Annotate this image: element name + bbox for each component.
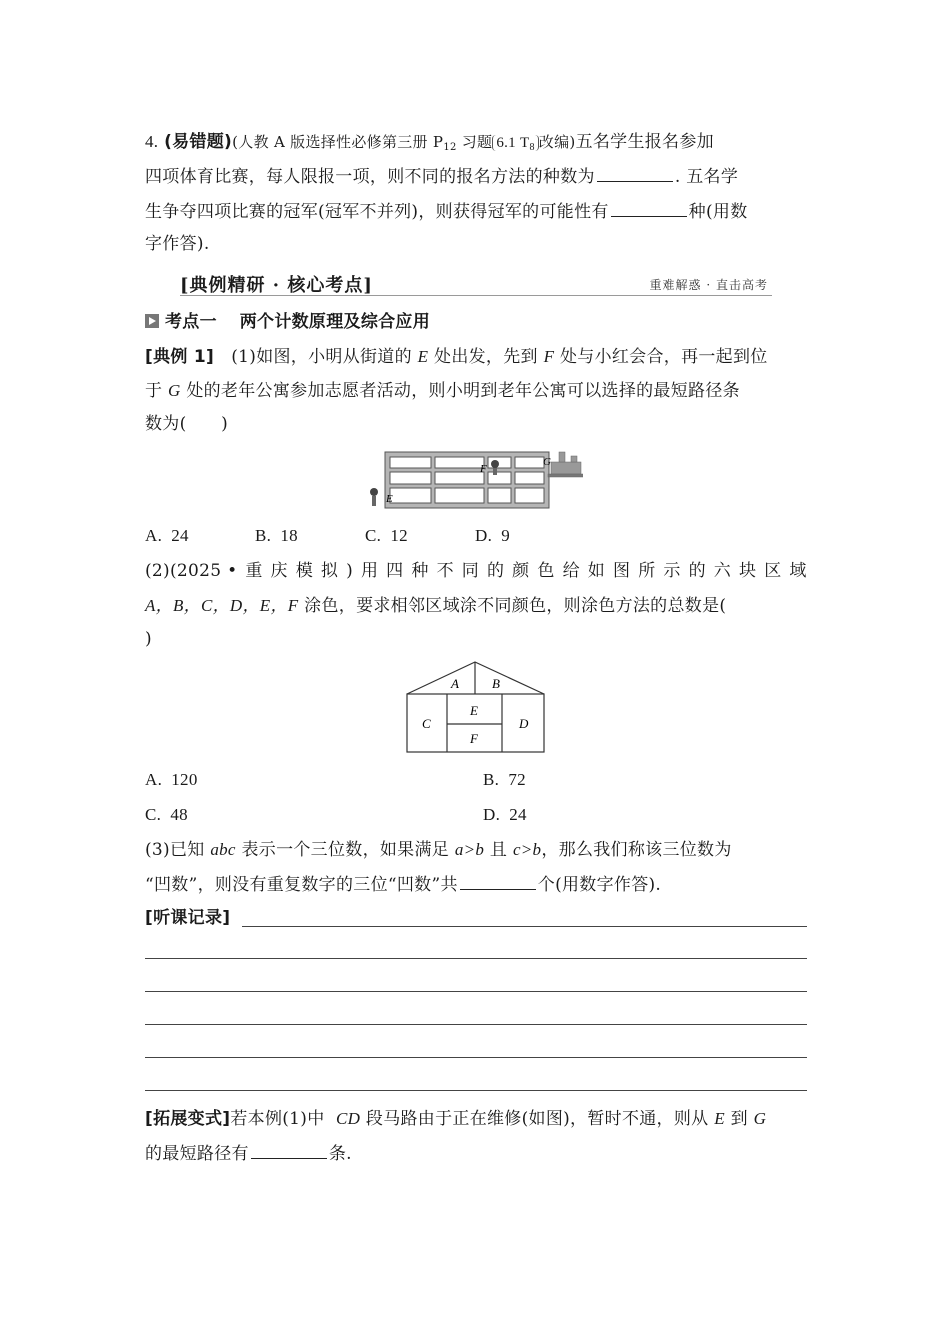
part2-line3: ) xyxy=(145,629,152,649)
example-tag: [典例 1] xyxy=(145,347,215,367)
notes-rule[interactable] xyxy=(242,926,807,927)
part3-line1: (3)已知 abc 表示一个三位数，如果满足 a>b 且 c>b，那么我们称该三位数为 xyxy=(145,840,732,860)
street-map-figure xyxy=(363,444,583,512)
topic-heading: 考点一 两个计数原理及综合应用 xyxy=(145,312,807,332)
answer-blank[interactable] xyxy=(597,166,673,182)
svg-text:F: F xyxy=(480,463,487,475)
option-d[interactable]: D. 9 xyxy=(475,526,511,545)
notes-rule[interactable] xyxy=(145,958,807,959)
option-c[interactable]: C. 12 xyxy=(365,526,408,545)
answer-blank[interactable] xyxy=(460,874,536,890)
svg-text:G: G xyxy=(543,456,551,468)
notes-rule[interactable] xyxy=(145,1090,807,1091)
svg-text:E: E xyxy=(470,703,478,718)
svg-text:A: A xyxy=(451,676,459,691)
example1-line1: [典例 1] (1)如图，小明从街道的 E 处出发，先到 F 处与小红会合，再一起到位 xyxy=(145,347,768,367)
section-header xyxy=(180,271,772,296)
problem-tag: (易错题) xyxy=(164,132,233,152)
girl-icon xyxy=(491,460,499,468)
boy-icon xyxy=(370,488,378,496)
problem4-line1: 4. (易错题)(人教 A 版选择性必修第三册 $P_{12}$ 习题 6.1 $T_8$ 改编)五名学生报名参加 xyxy=(145,132,714,153)
part2-line1: (2)(2025 • 重 庆 模 拟 ) 用 四 种 不 同 的 颜 色 给 如 图 所 示 的 六 块 区 域 xyxy=(145,561,807,581)
part2-line2: A，B，C，D，E，F 涂色，要求相邻区域涂不同颜色，则涂色方法的总数是( xyxy=(145,596,727,616)
option-b[interactable]: B. 72 xyxy=(483,770,526,789)
building-icon xyxy=(548,452,583,477)
extension-line2: 的最短路径有 条. xyxy=(145,1144,352,1164)
extension-line1: [拓展变式]若本例(1)中 CD 段马路由于正在维修(如图)，暂时不通，则从 E 到 G xyxy=(145,1109,767,1129)
answer-blank[interactable] xyxy=(251,1143,327,1159)
svg-text:E: E xyxy=(386,493,393,505)
svg-text:C: C xyxy=(422,716,431,731)
part3-line2: “凹数”，则没有重复数字的三位“凹数”共 个(用数字作答). xyxy=(145,875,662,895)
option-a[interactable]: A. 24 xyxy=(145,526,189,545)
svg-text:D: D xyxy=(519,716,529,731)
example1-line2: 于 G 处的老年公寓参加志愿者活动，则小明到老年公寓可以选择的最短路径条 xyxy=(145,381,740,401)
extension-label: [拓展变式] xyxy=(145,1109,231,1129)
section-title: [典例精研 · 核心考点] xyxy=(180,275,373,296)
notes-rule[interactable] xyxy=(145,1057,807,1058)
option-c[interactable]: C. 48 xyxy=(145,805,188,824)
option-d[interactable]: D. 24 xyxy=(483,805,527,824)
house-regions-figure xyxy=(405,660,547,755)
notes-label: [听课记录] xyxy=(145,908,231,928)
play-arrow-icon xyxy=(145,314,159,328)
problem4-line4: 字作答). xyxy=(145,234,210,254)
svg-text:B: B xyxy=(492,676,500,691)
svg-text:F: F xyxy=(470,731,478,746)
option-a[interactable]: A. 120 xyxy=(145,770,198,789)
notes-line xyxy=(145,908,807,928)
answer-blank[interactable] xyxy=(611,201,687,217)
problem4-line3: 生争夺四项比赛的冠军(冠军不并列)，则获得冠军的可能性有 种(用数 xyxy=(145,202,748,222)
section-subtitle: 重难解惑 · 直击高考 xyxy=(649,278,768,292)
notes-rule[interactable] xyxy=(145,1024,807,1025)
problem4-line2: 四项体育比赛，每人限报一项，则不同的报名方法的种数为 . 五名学 xyxy=(145,167,739,187)
example1-line3: 数为( ) xyxy=(145,414,229,434)
problem-source: (人教 A 版选择性必修第三册 $P_{12}$ 习题 6.1 $T_8$ 改编) xyxy=(232,133,576,153)
option-b[interactable]: B. 18 xyxy=(255,526,298,545)
notes-rule[interactable] xyxy=(145,991,807,992)
